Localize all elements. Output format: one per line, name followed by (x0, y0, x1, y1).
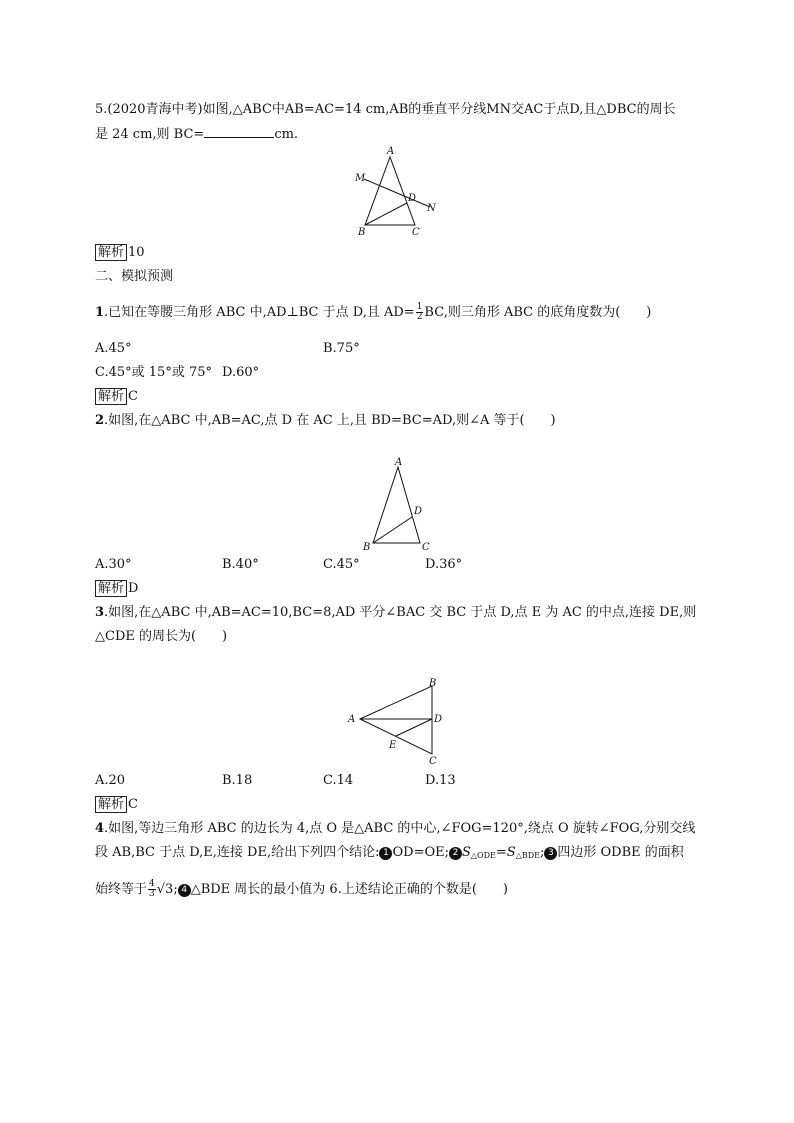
s3-option-b: B.18 (222, 773, 253, 788)
s2-figure (360, 455, 440, 553)
s1-option-c: C.45°或 15°或 75° (95, 365, 213, 380)
s3-segment-de (396, 719, 432, 736)
s2-answer-value: D (128, 581, 139, 596)
s2-answer (95, 580, 138, 597)
q5-segment-bd (365, 203, 407, 225)
s4-c2-end: ; (539, 845, 545, 860)
q5-line1: 5.(2020青海中考)如图,△ABC中AB=AC=14 cm,AB的垂直平分线MN交AC于点D,且△DBC的周长 (95, 102, 676, 117)
s3-label-a: A (348, 714, 356, 725)
s4-number: 4 (95, 821, 105, 836)
section-title: 二、模拟预测 (95, 269, 174, 284)
s4-circle-1: 1 (379, 847, 392, 860)
s4-circle-4: 4 (178, 884, 191, 897)
s4-circle-3: 3 (544, 847, 557, 860)
s3-option-c: C.14 (323, 773, 354, 788)
s4-c2-sub2: △BDE (515, 851, 540, 860)
s4-frac-den: 3 (149, 889, 155, 899)
q5-label-a: A (387, 146, 395, 157)
s3-option-d: D.13 (425, 773, 456, 788)
s3-number: 3 (95, 605, 105, 620)
s4-text2: 段 AB,BC 于点 D,E,连接 DE,给出下列四个结论: (95, 845, 380, 860)
s3-answer (95, 796, 138, 813)
s2-option-a: A.30° (95, 557, 132, 572)
s4-c2-sub1: △ODE (470, 851, 496, 860)
q5-unit: cm. (274, 127, 299, 142)
q5-label-c: C (412, 227, 420, 238)
q5-answer-label: 解析 (95, 244, 127, 261)
s4-fraction (148, 880, 156, 899)
s4-line2 (95, 844, 684, 865)
s2-label-d: D (414, 506, 423, 517)
s1-fraction (416, 303, 424, 322)
s2-text: .如图,在△ABC 中,AB=AC,点 D 在 AC 上,且 BD=BC=AD,则∠A 等于( ) (104, 413, 556, 428)
s2-segment-bd (373, 517, 412, 543)
s2-option-b: B.40° (222, 557, 259, 572)
s1-option-d: D.60° (222, 365, 260, 380)
s1-text-a: .已知在等腰三角形 ABC 中,AD⊥BC 于点 D,且 AD= (104, 305, 415, 320)
q5-answer-blank (204, 125, 274, 138)
q5-line2 (95, 125, 298, 144)
s4-text3: 始终等于 (95, 882, 148, 897)
q5-answer-value: 10 (128, 245, 145, 260)
s4-sqrt: √3 (156, 882, 174, 897)
s4-line1 (95, 820, 695, 838)
s1-text-b: BC,则三角形 ABC 的底角度数为( ) (424, 305, 652, 320)
q5-label-m: M (355, 173, 366, 184)
s2-option-c: C.45° (323, 557, 360, 572)
q5-line2-text: 是 24 cm,则 BC= (95, 127, 205, 142)
s4-text1: .如图,等边三角形 ABC 的边长为 4,点 O 是△ABC 的中心,∠FOG=120°,绕点 O 旋转∠FOG,分别交线 (104, 821, 696, 836)
q5-line-mn (364, 179, 430, 207)
s2-option-d: D.36° (425, 557, 463, 572)
s3-answer-label: 解析 (95, 796, 127, 813)
s4-line3 (95, 880, 508, 899)
s4-c2-eq: =S (495, 845, 516, 860)
q5-label-n: N (427, 203, 436, 214)
s1-option-a: A.45° (95, 341, 132, 356)
s4-conclusion-3: 四边形 ODBE 的面积 (557, 845, 684, 860)
s2-question (95, 412, 556, 430)
q5-figure (350, 143, 450, 238)
s2-triangle-abc (373, 467, 423, 543)
s1-question (95, 303, 651, 322)
s1-option-b: B.75° (323, 341, 360, 356)
q5-answer (95, 244, 145, 261)
s3-line1 (95, 604, 696, 622)
s4-conclusion-1: OD=OE; (392, 845, 449, 860)
s3-label-b: B (429, 678, 437, 689)
s1-answer-value: C (128, 389, 138, 404)
s4-frac-num: 4 (149, 879, 155, 889)
q5-label-d: D (408, 193, 417, 204)
s3-text1: .如图,在△ABC 中,AB=AC=10,BC=8,AD 平分∠BAC 交 BC 于点 D,点 E 为 AC 的中点,连接 DE,则 (104, 605, 697, 620)
s3-answer-value: C (128, 797, 138, 812)
s2-number: 2 (95, 413, 105, 428)
s3-label-e: E (389, 740, 397, 751)
s3-option-a: A.20 (95, 773, 126, 788)
s2-answer-label: 解析 (95, 580, 127, 597)
s4-conclusion-4: △BDE 周长的最小值为 6.上述结论正确的个数是( ) (190, 882, 508, 897)
s1-answer-label: 解析 (95, 388, 127, 405)
s1-frac-num: 1 (416, 302, 423, 312)
s1-frac-den: 2 (416, 312, 423, 322)
s4-sep: ; (173, 882, 178, 897)
s1-number: 1 (95, 305, 105, 320)
s2-label-c: C (422, 542, 430, 553)
s4-c2-s1: S (462, 845, 471, 860)
s3-line2: △CDE 的周长为( ) (95, 629, 228, 644)
s3-label-c: C (429, 756, 437, 767)
s3-label-d: D (434, 714, 443, 725)
s1-answer (95, 388, 138, 405)
s3-figure (345, 674, 455, 768)
s2-label-a: A (395, 457, 403, 468)
q5-triangle-abc (365, 157, 415, 225)
s2-label-b: B (363, 542, 371, 553)
q5-label-b: B (358, 227, 366, 238)
s4-circle-2: 2 (449, 847, 462, 860)
